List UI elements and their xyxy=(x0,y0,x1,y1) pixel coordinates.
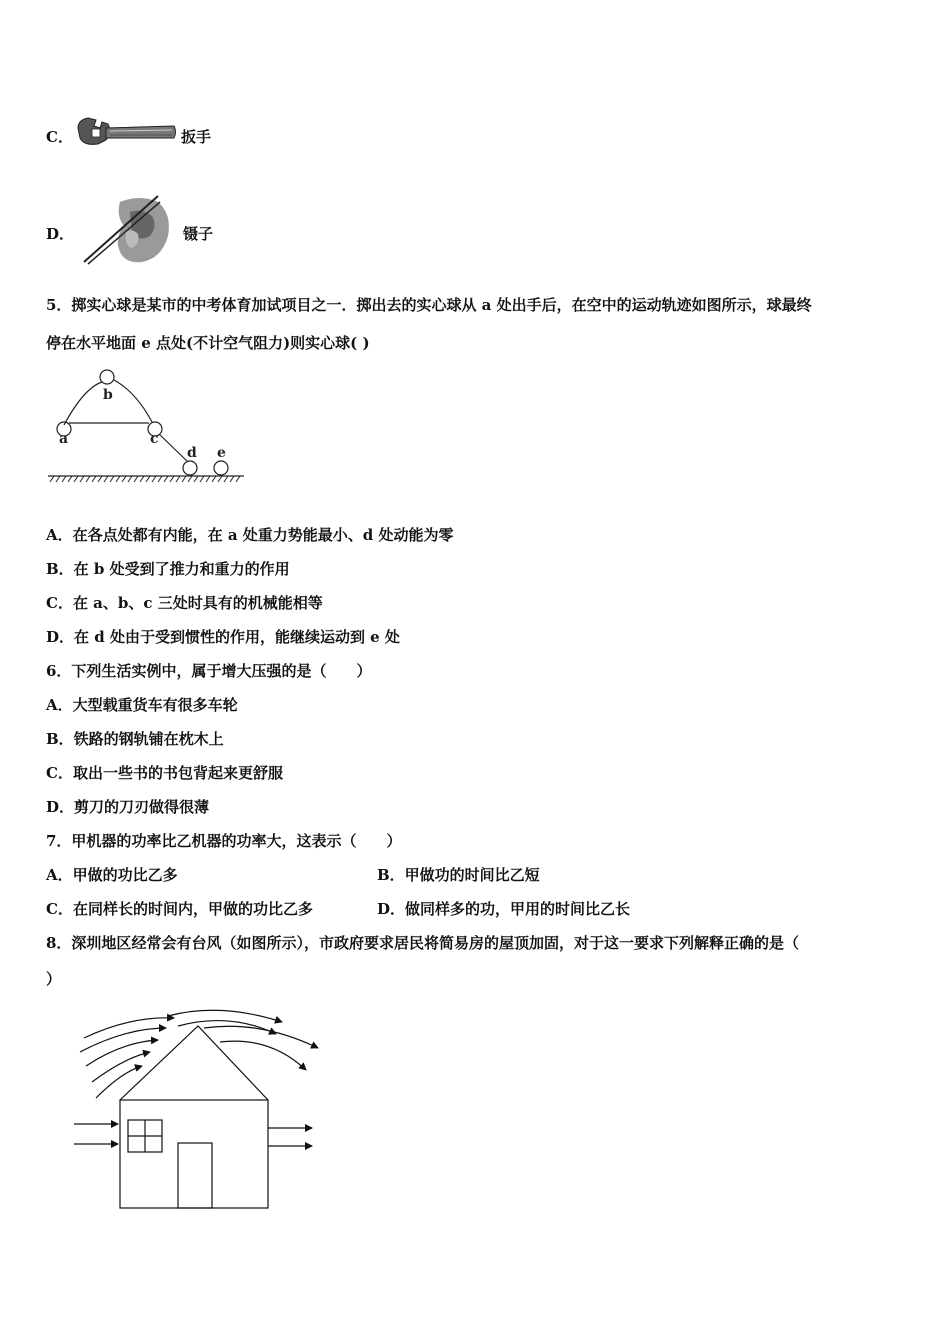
house-door xyxy=(178,1143,212,1208)
wrench-image xyxy=(74,114,178,154)
label-c: c xyxy=(150,431,159,447)
tweezers-image xyxy=(80,192,175,266)
q4-option-d-label: D． xyxy=(46,225,75,243)
q7-option-c: C．在同样长的时间内，甲做的功比乙多 xyxy=(46,900,313,918)
q4-option-c-label: C． xyxy=(46,128,73,146)
house-body xyxy=(120,1100,268,1208)
q6-option-d: D．剪刀的刀刃做得很薄 xyxy=(46,798,210,816)
q6-stem: 6．下列生活实例中，属于增大压强的是（ ） xyxy=(46,662,372,680)
q5-stem-line2: 停在水平地面 e 点处(不计空气阻力)则实心球( ) xyxy=(46,334,370,352)
q6-option-c: C．取出一些书的书包背起来更舒服 xyxy=(46,764,283,782)
label-b: b xyxy=(103,387,113,403)
q6-option-a: A．大型载重货车有很多车轮 xyxy=(46,696,238,714)
q7-stem: 7．甲机器的功率比乙机器的功率大，这表示（ ） xyxy=(46,832,402,850)
q7-option-b: B．甲做功的时间比乙短 xyxy=(377,866,540,884)
q5-option-b: B．在 b 处受到了推力和重力的作用 xyxy=(46,560,290,578)
q5-option-c: C．在 a、b、c 三处时具有的机械能相等 xyxy=(46,594,323,612)
house-wind-figure xyxy=(70,1000,330,1214)
trajectory-figure xyxy=(44,362,250,488)
q8-stem-line1: 8．深圳地区经常会有台风（如图所示），市政府要求居民将简易房的屋顶加固，对于这一要求下列解释正确的是（ xyxy=(46,934,799,952)
q6-option-b: B．铁路的钢轨铺在枕木上 xyxy=(46,730,224,748)
q8-stem-line2: ） xyxy=(46,970,62,988)
q7-option-a: A．甲做的功比乙多 xyxy=(46,866,178,884)
label-a: a xyxy=(59,431,69,447)
q4-option-c-text: 扳手 xyxy=(181,128,212,146)
ball-d xyxy=(183,461,197,475)
q4-option-d-text: 镊子 xyxy=(183,225,214,243)
label-d: d xyxy=(187,445,197,461)
q5-stem-line1: 5．掷实心球是某市的中考体育加试项目之一．掷出去的实心球从 a 处出手后，在空中的运动轨迹如图所示，球最终 xyxy=(46,296,812,314)
label-e: e xyxy=(217,445,226,461)
house-roof xyxy=(120,1026,268,1100)
q5-option-d: D．在 d 处由于受到惯性的作用，能继续运动到 e 处 xyxy=(46,628,400,646)
q5-option-a: A．在各点处都有内能，在 a 处重力势能最小、d 处动能为零 xyxy=(46,526,454,544)
q7-option-d: D．做同样多的功，甲用的时间比乙长 xyxy=(377,900,631,918)
ball-b xyxy=(100,370,114,384)
ball-e xyxy=(214,461,228,475)
